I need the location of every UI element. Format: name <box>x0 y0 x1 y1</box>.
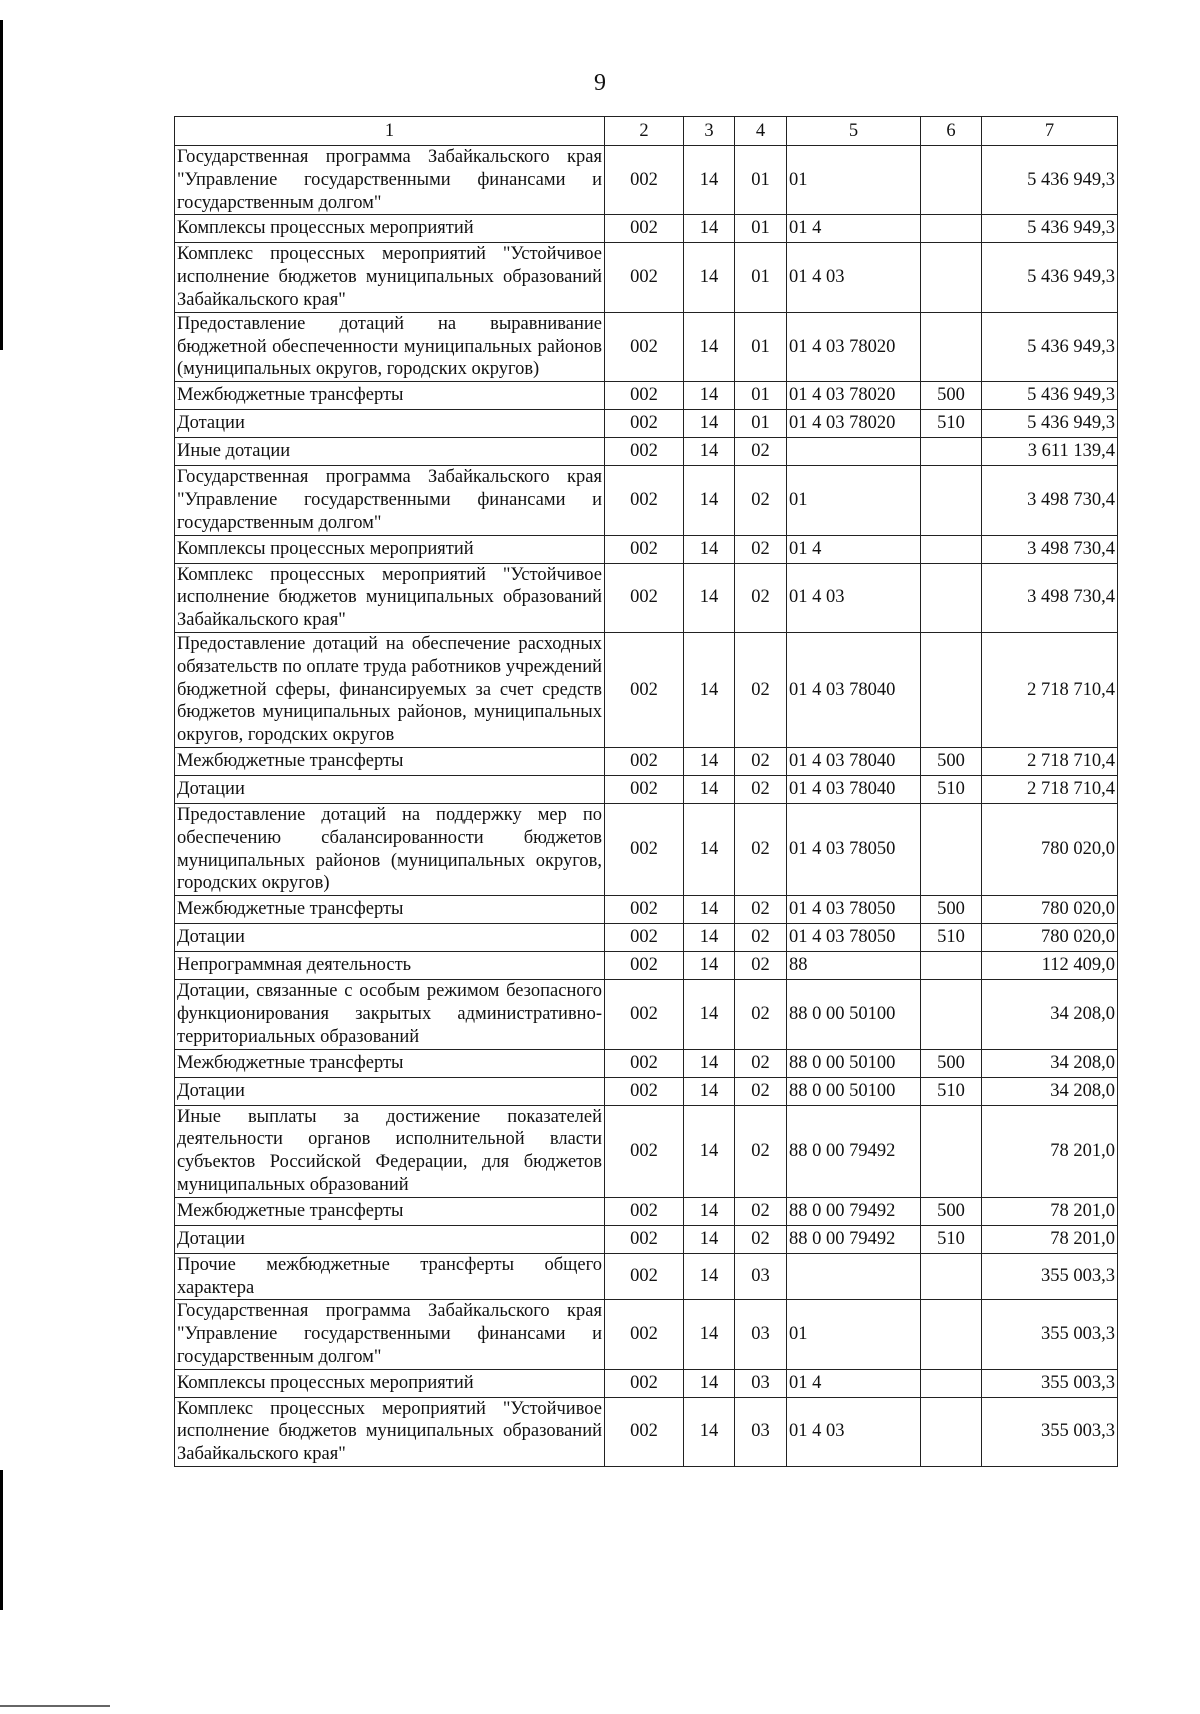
row-vr-cell <box>921 1253 982 1300</box>
row-sum-cell: 780 020,0 <box>982 803 1118 895</box>
row-cs-cell: 88 <box>787 952 921 980</box>
row-name-cell: Государственная программа Забайкальского края "Управление государственными финансами и государственным долгом" <box>175 466 605 535</box>
row-rz-cell: 14 <box>684 1049 735 1077</box>
row-cs-cell: 01 4 03 78040 <box>787 632 921 747</box>
column-header-cs: 5 <box>787 117 921 146</box>
table-row <box>175 1049 1118 1077</box>
row-pr-cell: 02 <box>735 1077 787 1105</box>
row-name-cell: Государственная программа Забайкальского края "Управление государственными финансами и государственным долгом" <box>175 146 605 215</box>
row-ved-cell: 002 <box>605 1300 684 1369</box>
row-vr-cell <box>921 1300 982 1369</box>
column-header-rz: 3 <box>684 117 735 146</box>
row-ved-cell: 002 <box>605 382 684 410</box>
table-row <box>175 1197 1118 1225</box>
table-row <box>175 1077 1118 1105</box>
row-pr-cell: 02 <box>735 1105 787 1197</box>
row-name-cell: Прочие межбюджетные трансферты общего характера <box>175 1253 605 1300</box>
row-sum-cell: 355 003,3 <box>982 1300 1118 1369</box>
row-vr-cell <box>921 632 982 747</box>
row-sum-cell: 780 020,0 <box>982 924 1118 952</box>
row-ved-cell: 002 <box>605 1225 684 1253</box>
row-vr-cell: 510 <box>921 410 982 438</box>
row-pr-cell: 02 <box>735 632 787 747</box>
row-vr-cell <box>921 535 982 563</box>
row-name-cell: Межбюджетные трансферты <box>175 896 605 924</box>
row-vr-cell <box>921 215 982 243</box>
table-row <box>175 803 1118 895</box>
row-vr-cell <box>921 563 982 632</box>
row-vr-cell: 510 <box>921 1225 982 1253</box>
row-vr-cell <box>921 243 982 312</box>
table-row <box>175 1397 1118 1466</box>
row-cs-cell: 01 4 03 78050 <box>787 924 921 952</box>
row-ved-cell: 002 <box>605 924 684 952</box>
row-sum-cell: 34 208,0 <box>982 1049 1118 1077</box>
row-sum-cell: 78 201,0 <box>982 1197 1118 1225</box>
row-ved-cell: 002 <box>605 312 684 381</box>
row-vr-cell: 500 <box>921 747 982 775</box>
row-ved-cell: 002 <box>605 1397 684 1466</box>
row-name-cell: Комплексы процессных мероприятий <box>175 1369 605 1397</box>
table-row <box>175 775 1118 803</box>
row-name-cell: Комплекс процессных мероприятий "Устойчивое исполнение бюджетов муниципальных образований Забайкальского края" <box>175 1397 605 1466</box>
row-sum-cell: 5 436 949,3 <box>982 312 1118 381</box>
row-vr-cell <box>921 952 982 980</box>
row-vr-cell <box>921 312 982 381</box>
column-header-name: 1 <box>175 117 605 146</box>
table-row <box>175 215 1118 243</box>
row-pr-cell: 02 <box>735 563 787 632</box>
row-ved-cell: 002 <box>605 896 684 924</box>
row-cs-cell: 01 4 03 78040 <box>787 747 921 775</box>
row-cs-cell: 88 0 00 50100 <box>787 1077 921 1105</box>
row-pr-cell: 02 <box>735 775 787 803</box>
row-cs-cell: 01 4 03 78040 <box>787 775 921 803</box>
row-pr-cell: 02 <box>735 1225 787 1253</box>
row-sum-cell: 780 020,0 <box>982 896 1118 924</box>
row-rz-cell: 14 <box>684 535 735 563</box>
row-pr-cell: 01 <box>735 410 787 438</box>
row-name-cell: Дотации <box>175 1077 605 1105</box>
table-row <box>175 896 1118 924</box>
row-pr-cell: 02 <box>735 980 787 1049</box>
row-name-cell: Предоставление дотаций на поддержку мер по обеспечению сбалансированности бюджетов муниципальных районов (муниципальных округов, городских округов) <box>175 803 605 895</box>
row-rz-cell: 14 <box>684 803 735 895</box>
row-cs-cell: 01 4 03 78020 <box>787 312 921 381</box>
row-sum-cell: 2 718 710,4 <box>982 632 1118 747</box>
row-rz-cell: 14 <box>684 924 735 952</box>
row-pr-cell: 02 <box>735 924 787 952</box>
table-row <box>175 747 1118 775</box>
row-cs-cell: 88 0 00 50100 <box>787 980 921 1049</box>
row-ved-cell: 002 <box>605 535 684 563</box>
row-rz-cell: 14 <box>684 1397 735 1466</box>
row-cs-cell: 01 4 <box>787 535 921 563</box>
row-sum-cell: 2 718 710,4 <box>982 775 1118 803</box>
row-rz-cell: 14 <box>684 146 735 215</box>
row-sum-cell: 3 498 730,4 <box>982 466 1118 535</box>
row-rz-cell: 14 <box>684 952 735 980</box>
table-header-row <box>175 117 1118 146</box>
row-vr-cell: 510 <box>921 924 982 952</box>
row-pr-cell: 03 <box>735 1369 787 1397</box>
column-header-vr: 6 <box>921 117 982 146</box>
row-cs-cell <box>787 1253 921 1300</box>
row-cs-cell: 01 4 03 <box>787 243 921 312</box>
row-sum-cell: 3 498 730,4 <box>982 563 1118 632</box>
row-vr-cell: 510 <box>921 775 982 803</box>
row-name-cell: Межбюджетные трансферты <box>175 747 605 775</box>
row-pr-cell: 01 <box>735 382 787 410</box>
budget-table <box>174 116 1118 1467</box>
table-row <box>175 410 1118 438</box>
row-ved-cell: 002 <box>605 146 684 215</box>
row-pr-cell: 01 <box>735 243 787 312</box>
row-sum-cell: 5 436 949,3 <box>982 382 1118 410</box>
row-sum-cell: 78 201,0 <box>982 1225 1118 1253</box>
row-vr-cell <box>921 1105 982 1197</box>
row-cs-cell: 01 <box>787 1300 921 1369</box>
row-vr-cell: 500 <box>921 1197 982 1225</box>
scan-edge-left-bottom <box>0 1470 3 1610</box>
row-sum-cell: 78 201,0 <box>982 1105 1118 1197</box>
row-cs-cell: 01 4 <box>787 215 921 243</box>
row-name-cell: Непрограммная деятельность <box>175 952 605 980</box>
column-header-ved: 2 <box>605 117 684 146</box>
row-sum-cell: 5 436 949,3 <box>982 410 1118 438</box>
row-pr-cell: 02 <box>735 1197 787 1225</box>
table-row <box>175 1253 1118 1300</box>
table-row <box>175 243 1118 312</box>
row-sum-cell: 2 718 710,4 <box>982 747 1118 775</box>
row-ved-cell: 002 <box>605 1049 684 1077</box>
table-row <box>175 632 1118 747</box>
row-rz-cell: 14 <box>684 1225 735 1253</box>
row-name-cell: Комплекс процессных мероприятий "Устойчивое исполнение бюджетов муниципальных образований Забайкальского края" <box>175 563 605 632</box>
row-pr-cell: 02 <box>735 952 787 980</box>
row-rz-cell: 14 <box>684 1197 735 1225</box>
row-pr-cell: 02 <box>735 535 787 563</box>
table-row <box>175 146 1118 215</box>
row-name-cell: Предоставление дотаций на выравнивание бюджетной обеспеченности муниципальных районов (муниципальных округов, городских округов) <box>175 312 605 381</box>
row-ved-cell: 002 <box>605 1105 684 1197</box>
row-name-cell: Межбюджетные трансферты <box>175 382 605 410</box>
row-sum-cell: 355 003,3 <box>982 1397 1118 1466</box>
table-row <box>175 1225 1118 1253</box>
row-name-cell: Предоставление дотаций на обеспечение расходных обязательств по оплате труда работников учреждений бюджетной сферы, финансируемых за счет средств бюджетов муниципальных районов, муниципальных округов, городских округов <box>175 632 605 747</box>
row-name-cell: Иные дотации <box>175 438 605 466</box>
row-name-cell: Дотации <box>175 1225 605 1253</box>
row-vr-cell <box>921 1397 982 1466</box>
row-vr-cell: 510 <box>921 1077 982 1105</box>
page-number: 9 <box>594 70 606 96</box>
scan-edge-bottom <box>0 1705 110 1707</box>
row-name-cell: Межбюджетные трансферты <box>175 1049 605 1077</box>
row-rz-cell: 14 <box>684 1300 735 1369</box>
row-vr-cell: 500 <box>921 382 982 410</box>
row-sum-cell: 112 409,0 <box>982 952 1118 980</box>
row-rz-cell: 14 <box>684 775 735 803</box>
row-rz-cell: 14 <box>684 747 735 775</box>
row-ved-cell: 002 <box>605 803 684 895</box>
row-name-cell: Межбюджетные трансферты <box>175 1197 605 1225</box>
row-rz-cell: 14 <box>684 215 735 243</box>
row-sum-cell: 355 003,3 <box>982 1369 1118 1397</box>
table-row <box>175 535 1118 563</box>
row-cs-cell: 01 4 03 78050 <box>787 896 921 924</box>
row-ved-cell: 002 <box>605 1197 684 1225</box>
row-name-cell: Дотации <box>175 410 605 438</box>
row-ved-cell: 002 <box>605 438 684 466</box>
row-rz-cell: 14 <box>684 632 735 747</box>
row-cs-cell: 01 4 03 <box>787 1397 921 1466</box>
row-rz-cell: 14 <box>684 980 735 1049</box>
row-pr-cell: 02 <box>735 896 787 924</box>
row-cs-cell <box>787 438 921 466</box>
row-rz-cell: 14 <box>684 382 735 410</box>
row-name-cell: Комплексы процессных мероприятий <box>175 535 605 563</box>
row-rz-cell: 14 <box>684 466 735 535</box>
row-rz-cell: 14 <box>684 1105 735 1197</box>
table-row <box>175 1300 1118 1369</box>
row-sum-cell: 5 436 949,3 <box>982 215 1118 243</box>
table-row <box>175 980 1118 1049</box>
table-row <box>175 382 1118 410</box>
row-ved-cell: 002 <box>605 563 684 632</box>
row-vr-cell: 500 <box>921 896 982 924</box>
row-pr-cell: 01 <box>735 146 787 215</box>
row-name-cell: Дотации <box>175 775 605 803</box>
row-cs-cell: 01 <box>787 466 921 535</box>
row-ved-cell: 002 <box>605 747 684 775</box>
row-sum-cell: 34 208,0 <box>982 980 1118 1049</box>
row-rz-cell: 14 <box>684 312 735 381</box>
row-vr-cell <box>921 438 982 466</box>
row-rz-cell: 14 <box>684 896 735 924</box>
row-name-cell: Комплекс процессных мероприятий "Устойчивое исполнение бюджетов муниципальных образований Забайкальского края" <box>175 243 605 312</box>
table-row <box>175 1369 1118 1397</box>
row-name-cell: Иные выплаты за достижение показателей деятельности органов исполнительной власти субъектов Российской Федерации, для бюджетов муниципальных образований <box>175 1105 605 1197</box>
table-body <box>175 146 1118 1467</box>
row-pr-cell: 02 <box>735 747 787 775</box>
row-pr-cell: 02 <box>735 1049 787 1077</box>
row-ved-cell: 002 <box>605 775 684 803</box>
row-rz-cell: 14 <box>684 563 735 632</box>
table-row <box>175 466 1118 535</box>
table-row <box>175 438 1118 466</box>
row-sum-cell: 5 436 949,3 <box>982 243 1118 312</box>
row-vr-cell <box>921 146 982 215</box>
table-row <box>175 952 1118 980</box>
row-pr-cell: 01 <box>735 215 787 243</box>
row-pr-cell: 01 <box>735 312 787 381</box>
row-cs-cell: 88 0 00 79492 <box>787 1105 921 1197</box>
table-row <box>175 924 1118 952</box>
row-cs-cell: 01 4 03 <box>787 563 921 632</box>
row-rz-cell: 14 <box>684 1369 735 1397</box>
row-sum-cell: 5 436 949,3 <box>982 146 1118 215</box>
table-row <box>175 1105 1118 1197</box>
row-sum-cell: 34 208,0 <box>982 1077 1118 1105</box>
column-header-sum: 7 <box>982 117 1118 146</box>
row-cs-cell: 88 0 00 50100 <box>787 1049 921 1077</box>
row-name-cell: Дотации <box>175 924 605 952</box>
row-ved-cell: 002 <box>605 243 684 312</box>
row-name-cell: Комплексы процессных мероприятий <box>175 215 605 243</box>
row-ved-cell: 002 <box>605 1369 684 1397</box>
row-ved-cell: 002 <box>605 466 684 535</box>
row-rz-cell: 14 <box>684 410 735 438</box>
row-pr-cell: 03 <box>735 1397 787 1466</box>
row-cs-cell: 01 4 <box>787 1369 921 1397</box>
row-rz-cell: 14 <box>684 1077 735 1105</box>
row-cs-cell: 01 <box>787 146 921 215</box>
row-sum-cell: 3 498 730,4 <box>982 535 1118 563</box>
row-pr-cell: 02 <box>735 466 787 535</box>
row-cs-cell: 01 4 03 78050 <box>787 803 921 895</box>
column-header-pr: 4 <box>735 117 787 146</box>
row-sum-cell: 355 003,3 <box>982 1253 1118 1300</box>
row-cs-cell: 01 4 03 78020 <box>787 382 921 410</box>
row-vr-cell <box>921 803 982 895</box>
row-pr-cell: 02 <box>735 803 787 895</box>
row-pr-cell: 03 <box>735 1300 787 1369</box>
row-sum-cell: 3 611 139,4 <box>982 438 1118 466</box>
row-cs-cell: 01 4 03 78020 <box>787 410 921 438</box>
row-ved-cell: 002 <box>605 1253 684 1300</box>
row-rz-cell: 14 <box>684 1253 735 1300</box>
row-name-cell: Государственная программа Забайкальского края "Управление государственными финансами и государственным долгом" <box>175 1300 605 1369</box>
row-cs-cell: 88 0 00 79492 <box>787 1197 921 1225</box>
row-ved-cell: 002 <box>605 410 684 438</box>
row-cs-cell: 88 0 00 79492 <box>787 1225 921 1253</box>
row-ved-cell: 002 <box>605 632 684 747</box>
row-ved-cell: 002 <box>605 1077 684 1105</box>
row-ved-cell: 002 <box>605 980 684 1049</box>
row-vr-cell <box>921 466 982 535</box>
row-vr-cell <box>921 980 982 1049</box>
row-vr-cell <box>921 1369 982 1397</box>
row-pr-cell: 03 <box>735 1253 787 1300</box>
row-name-cell: Дотации, связанные с особым режимом безопасного функционирования закрытых административно-территориальных образований <box>175 980 605 1049</box>
row-ved-cell: 002 <box>605 215 684 243</box>
row-pr-cell: 02 <box>735 438 787 466</box>
row-rz-cell: 14 <box>684 438 735 466</box>
row-vr-cell: 500 <box>921 1049 982 1077</box>
row-ved-cell: 002 <box>605 952 684 980</box>
table-row <box>175 563 1118 632</box>
row-rz-cell: 14 <box>684 243 735 312</box>
table-row <box>175 312 1118 381</box>
